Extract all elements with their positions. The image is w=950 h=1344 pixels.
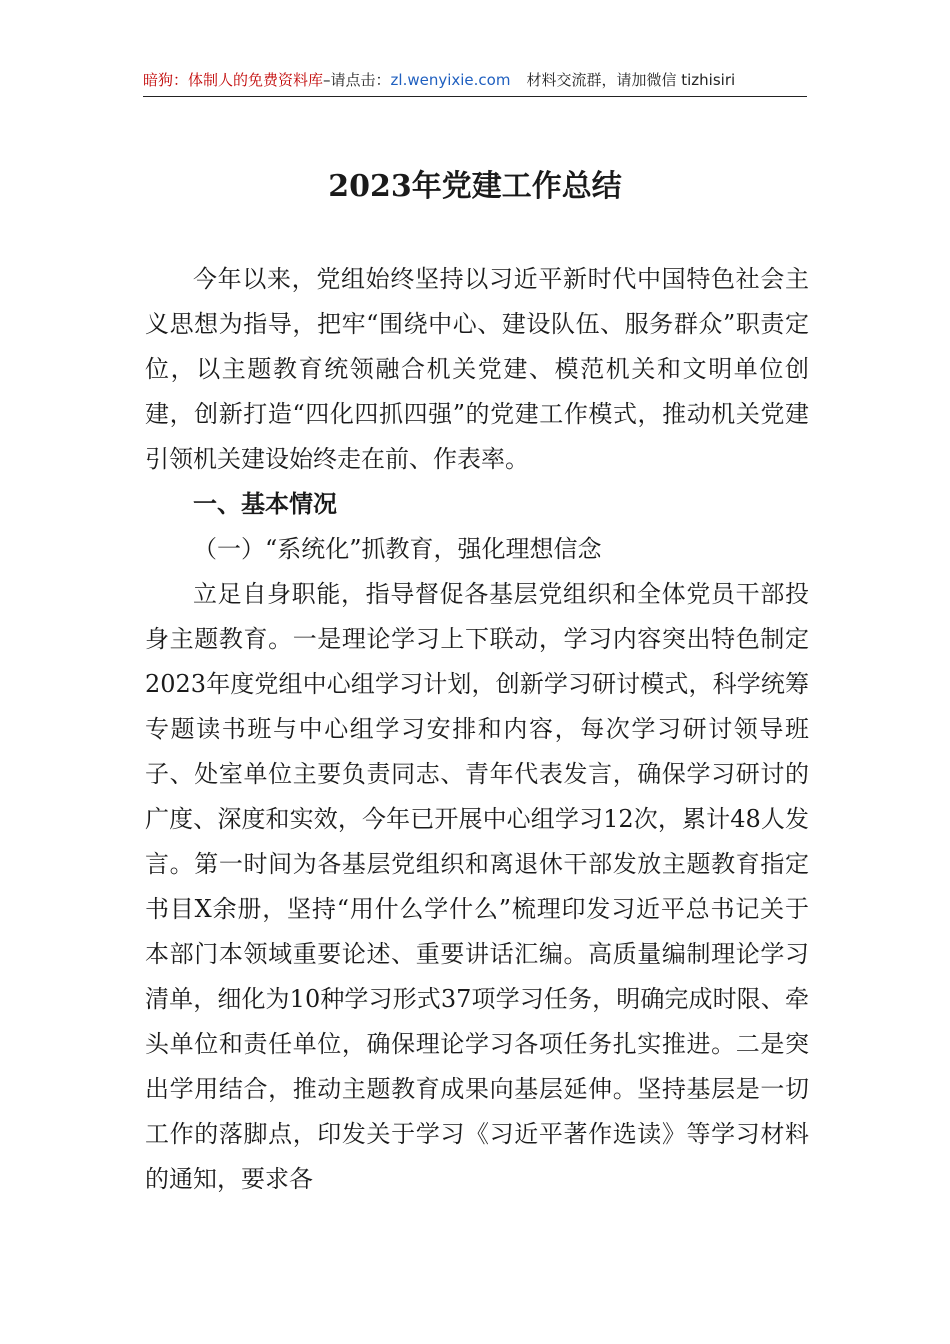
page-header [143,66,807,97]
header-brand: 暗狗：体制人的免费资料库 [143,71,324,89]
header-click-prompt: –请点击： [323,71,391,89]
document-body [145,257,809,1202]
section-heading: 一、基本情况 [193,490,337,518]
header-wechat-note: 材料交流群，请加微信 tizhisiri [526,71,736,89]
body-paragraph: 立足自身职能，指导督促各基层党组织和全体党员干部投身主题教育。一是理论学习上下联动，学习内容突出特色制定2023年度党组中心组学习计划，创新学习研讨模式，科学统筹专题读书班与中心组学习安排和内容，每次学习研讨领导班子、处室单位主要负责同志、青年代表发言，确保学习研讨的广度、深度和实效，今年已开展中心组学习12次，累计48人发言。第一时间为各基层党组织和离退休干部发放主题教育指定书目X余册，坚持“用什么学什么”梳理印发习近平总书记关于本部门本领域重要论述、重要讲话汇编。高质量编制理论学习清单，细化为10种学习形式37项学习任务，明确完成时限、牵头单位和责任单位，确保理论学习各项任务扎实推进。二是突出学用结合，推动主题教育成果向基层延伸。坚持基层是一切工作的落脚点，印发关于学习《习近平著作选读》等学习材料的通知，要求各 [145,580,809,1193]
document-title: 2023年党建工作总结 [328,169,622,204]
intro-paragraph: 今年以来，党组始终坚持以习近平新时代中国特色社会主义思想为指导，把牢“围绕中心、建设队伍、服务群众”职责定位，以主题教育统领融合机关党建、模范机关和文明单位创建，创新打造“四化四抓四强”的党建工作模式，推动机关党建引领机关建设始终走在前、作表率。 [145,265,809,473]
subsection-heading: （一）“系统化”抓教育，强化理想信念 [193,535,602,563]
header-site-link[interactable]: zl.wenyixie.com [390,71,511,89]
